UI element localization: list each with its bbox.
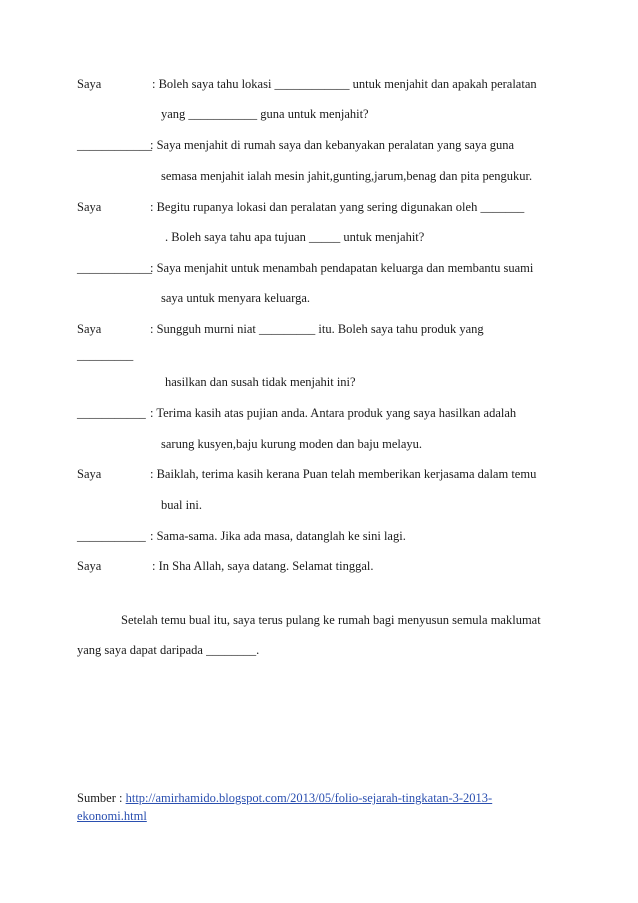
dialogue-line: sarung kusyen,baju kurung moden dan baju melayu. xyxy=(161,437,423,451)
dialogue-line-wrap: _________ xyxy=(77,348,134,362)
dialogue-line: : Saya menjahit di rumah saya dan kebanyakan peralatan yang saya guna xyxy=(150,138,515,152)
speaker-label: ____________ xyxy=(77,138,152,152)
dialogue-line: . Boleh saya tahu apa tujuan _____ untuk menjahit? xyxy=(165,230,425,244)
source-link-cont[interactable]: ekonomi.html xyxy=(77,809,147,823)
dialogue-line: : Terima kasih atas pujian anda. Antara produk yang saya hasilkan adalah xyxy=(150,406,517,420)
dialogue-line: : Saya menjahit untuk menambah pendapatan keluarga dan membantu suami xyxy=(150,261,534,275)
speaker-label: Saya xyxy=(77,322,102,336)
speaker-label: ___________ xyxy=(77,529,146,543)
source-label: Sumber : xyxy=(77,791,126,805)
dialogue-line: : Sungguh murni niat _________ itu. Boleh saya tahu produk yang xyxy=(150,322,484,336)
dialogue-line: bual ini. xyxy=(161,498,202,512)
speaker-label: Saya xyxy=(77,467,102,481)
closing-paragraph-line: yang saya dapat daripada ________. xyxy=(77,643,260,657)
speaker-label: ___________ xyxy=(77,406,146,420)
dialogue-line: semasa menjahit ialah mesin jahit,gunting,jarum,benag dan pita pengukur. xyxy=(161,169,533,183)
speaker-label: Saya xyxy=(77,77,102,91)
dialogue-line: : Baiklah, terima kasih kerana Puan telah memberikan kerjasama dalam temu xyxy=(150,467,537,481)
dialogue-line: hasilkan dan susah tidak menjahit ini? xyxy=(165,375,356,389)
dialogue-line: yang ___________ guna untuk menjahit? xyxy=(161,107,369,121)
speaker-label: ____________ xyxy=(77,261,152,275)
speaker-label: Saya xyxy=(77,559,102,573)
closing-paragraph-line: Setelah temu bual itu, saya terus pulang ke rumah bagi menyusun semula maklumat xyxy=(121,613,541,627)
dialogue-line: : In Sha Allah, saya datang. Selamat tinggal. xyxy=(152,559,374,573)
speaker-label: Saya xyxy=(77,200,102,214)
dialogue-line: : Begitu rupanya lokasi dan peralatan yang sering digunakan oleh _______ xyxy=(150,200,525,214)
dialogue-line: : Boleh saya tahu lokasi ____________ untuk menjahit dan apakah peralatan xyxy=(152,77,537,91)
source-link[interactable]: http://amirhamido.blogspot.com/2013/05/folio-sejarah-tingkatan-3-2013- xyxy=(125,791,493,805)
source-citation-cont xyxy=(77,808,147,824)
dialogue-line: : Sama-sama. Jika ada masa, datanglah ke sini lagi. xyxy=(150,529,406,543)
dialogue-line: saya untuk menyara keluarga. xyxy=(161,291,311,305)
source-citation xyxy=(77,790,492,806)
